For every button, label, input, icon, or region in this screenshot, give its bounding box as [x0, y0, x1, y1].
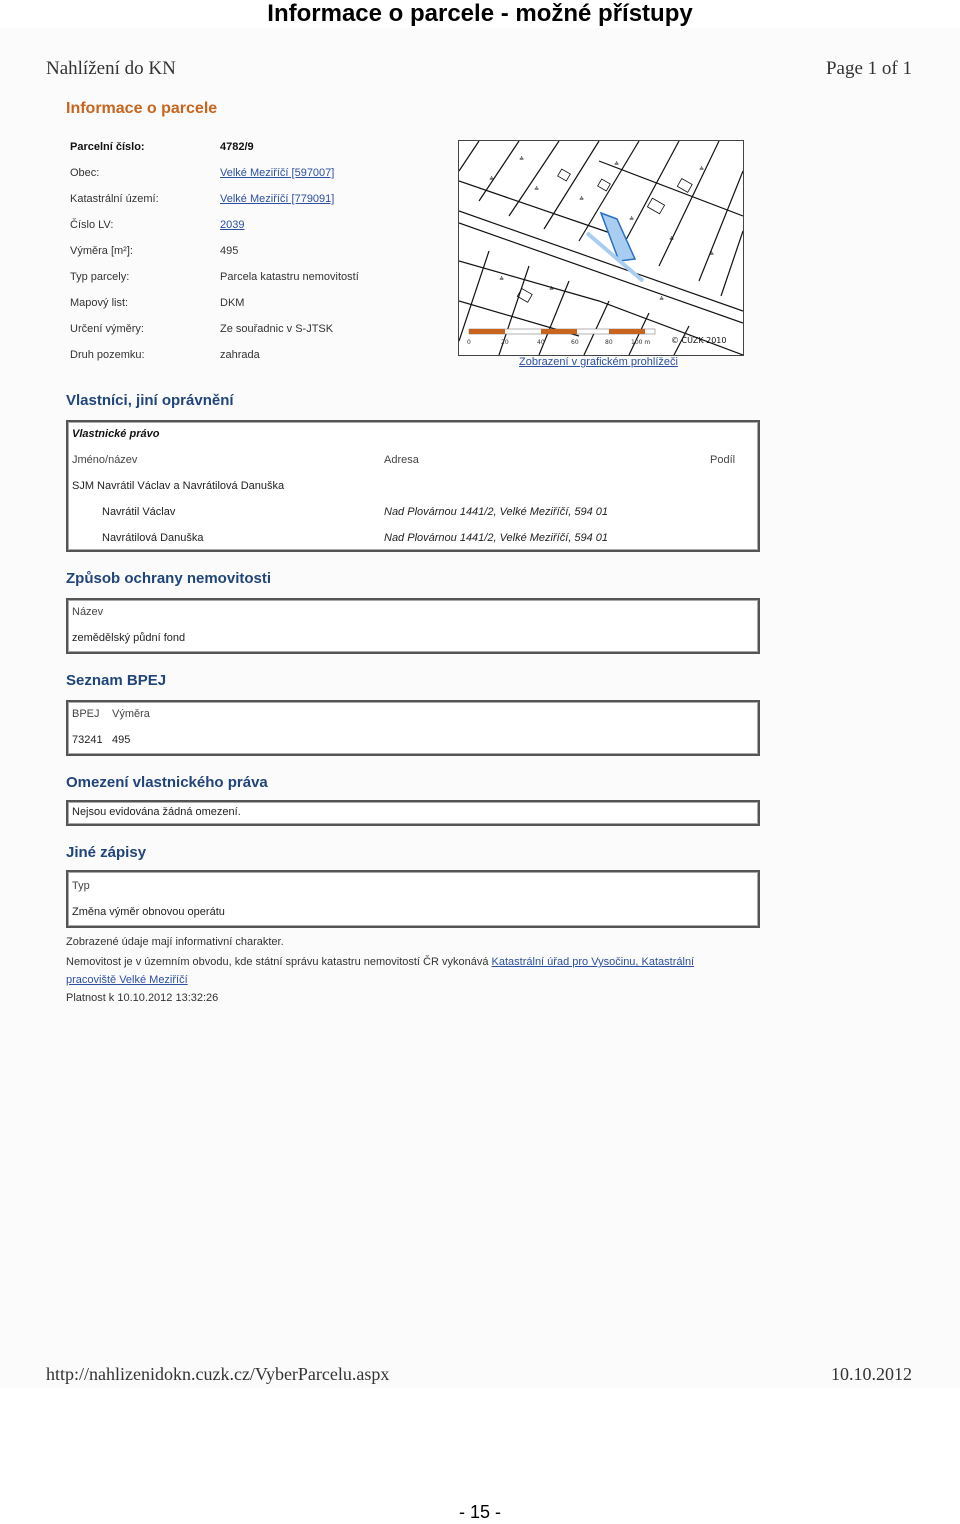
col-share-header: Podíl: [710, 454, 736, 466]
scale-tick-label: 60: [571, 339, 579, 346]
print-footer-url: http://nahlizenidokn.cuzk.cz/VyberParcelu.aspx: [46, 1364, 390, 1384]
owners-box: [66, 420, 760, 552]
info-label: Typ parcely:: [70, 271, 130, 283]
info-label: Parcelní číslo:: [70, 141, 145, 153]
col-name-header: Jméno/název: [72, 454, 138, 466]
svg-text:≙: ≙: [659, 296, 665, 303]
printed-page: [0, 28, 960, 1388]
svg-text:≙: ≙: [499, 276, 505, 283]
cadastral-area-link[interactable]: Velké Meziříčí [779091]: [220, 193, 335, 205]
info-value: Parcela katastru nemovitostí: [220, 271, 359, 283]
owner-address: Nad Plovárnou 1441/2, Velké Meziříčí, 594 01: [384, 506, 609, 518]
protection-value: zemědělský půdní fond: [72, 632, 186, 644]
office-note-continued: [66, 974, 188, 986]
lv-number-link[interactable]: 2039: [220, 219, 245, 231]
svg-text:≙: ≙: [549, 286, 555, 293]
bpej-box: [66, 700, 760, 756]
col-address-header: Adresa: [384, 454, 419, 466]
owner-name: Navrátil Václav: [102, 506, 176, 518]
info-row-parcel-number: [70, 134, 430, 160]
bpej-heading: Seznam BPEJ: [66, 672, 167, 689]
info-value: Ze souřadnic v S-JTSK: [220, 323, 334, 335]
bpej-area: 495: [112, 734, 131, 746]
info-note: Zobrazené údaje mají informativní charakter.: [66, 936, 284, 948]
bpej-code: 73241: [72, 734, 103, 746]
protection-col-header: Název: [72, 606, 104, 618]
scale-tick-label: 40: [537, 339, 545, 346]
cadastral-map[interactable]: [458, 140, 744, 356]
restrictions-box: [66, 800, 760, 826]
info-value: 4782/9: [220, 141, 254, 153]
print-header-page: Page 1 of 1: [825, 58, 912, 79]
info-label: Mapový list:: [70, 297, 129, 309]
svg-text:≙: ≙: [699, 166, 705, 173]
info-row-parcel-type: [70, 264, 430, 290]
info-row-municipality: [70, 160, 430, 186]
other-col-header: Typ: [72, 880, 90, 892]
municipality-link[interactable]: Velké Meziříčí [597007]: [220, 167, 335, 179]
svg-text:≙: ≙: [709, 251, 715, 258]
scale-tick-label: 80: [605, 339, 613, 346]
document-title: Informace o parcele - možné přístupy: [267, 0, 693, 27]
svg-text:≙: ≙: [579, 196, 585, 203]
info-label: Druh pozemku:: [70, 349, 145, 361]
restrictions-value: Nejsou evidována žádná omezení.: [72, 806, 241, 818]
owners-box-header: Vlastnické právo: [72, 428, 160, 440]
graphic-viewer-link[interactable]: Zobrazení v grafickém prohlížeči: [519, 356, 678, 368]
info-label: Obec:: [70, 167, 100, 179]
info-row-cadastral-area: [70, 186, 430, 212]
cadastral-office-link[interactable]: Katastrální úřad pro Vysočinu, Katastrální: [491, 956, 695, 968]
owner-group: SJM Navrátil Václav a Navrátilová Danuška: [72, 480, 285, 492]
page-number: - 15 -: [458, 1502, 501, 1522]
info-row-area-method: [70, 316, 430, 342]
info-label: Výměra [m²]:: [70, 245, 133, 257]
protection-heading: Způsob ochrany nemovitosti: [66, 570, 272, 587]
svg-text:≙: ≙: [614, 161, 620, 168]
info-value: 495: [220, 245, 239, 257]
info-label: Číslo LV:: [70, 219, 114, 231]
other-value: Změna výměr obnovou operátu: [72, 906, 225, 918]
cadastral-workplace-link[interactable]: pracoviště Velké Meziříčí: [66, 974, 188, 986]
info-value: DKM: [220, 297, 245, 309]
map-copyright: © ČÚZK 2010: [671, 336, 727, 345]
other-records-heading: Jiné zápisy: [66, 844, 147, 861]
svg-text:≙: ≙: [534, 186, 540, 193]
svg-text:≙: ≙: [489, 176, 495, 183]
parcel-info-heading: Informace o parcele: [66, 100, 218, 117]
owners-heading: Vlastníci, jiní oprávnění: [66, 392, 234, 409]
owner-name: Navrátilová Danuška: [102, 532, 204, 544]
scale-tick-label: 20: [501, 339, 509, 346]
bpej-col-code: BPEJ: [72, 708, 100, 720]
svg-text:≙: ≙: [669, 236, 675, 243]
print-footer-date: 10.10.2012: [831, 1364, 912, 1384]
svg-text:≙: ≙: [629, 216, 635, 223]
restrictions-heading: Omezení vlastnického práva: [66, 774, 268, 791]
info-row-land-type: [70, 342, 430, 368]
info-row-map-sheet: [70, 290, 430, 316]
parcel-info-table: [70, 134, 430, 368]
bpej-col-area: Výměra: [112, 708, 150, 720]
cadastral-map-drawing: [459, 141, 743, 355]
svg-text:≙: ≙: [519, 156, 525, 163]
other-records-box: [66, 870, 760, 928]
info-row-lv-number: [70, 212, 430, 238]
map-scale-bar: [469, 329, 655, 334]
info-row-area: [70, 238, 430, 264]
scale-tick-label: 100 m: [631, 339, 651, 346]
validity-note: Platnost k 10.10.2012 13:32:26: [66, 992, 219, 1004]
print-header-title: Nahlížení do KN: [46, 58, 176, 79]
scale-tick-label: 0: [467, 339, 471, 346]
office-note: [66, 956, 694, 968]
info-value: zahrada: [220, 349, 260, 361]
protection-box: [66, 598, 760, 654]
info-label: Katastrální území:: [70, 193, 159, 205]
owner-address: Nad Plovárnou 1441/2, Velké Meziříčí, 594 01: [384, 532, 609, 544]
info-label: Určení výměry:: [70, 323, 144, 335]
office-note-text: Nemovitost je v územním obvodu, kde státní správu katastru nemovitostí ČR vykonává: [66, 956, 492, 968]
